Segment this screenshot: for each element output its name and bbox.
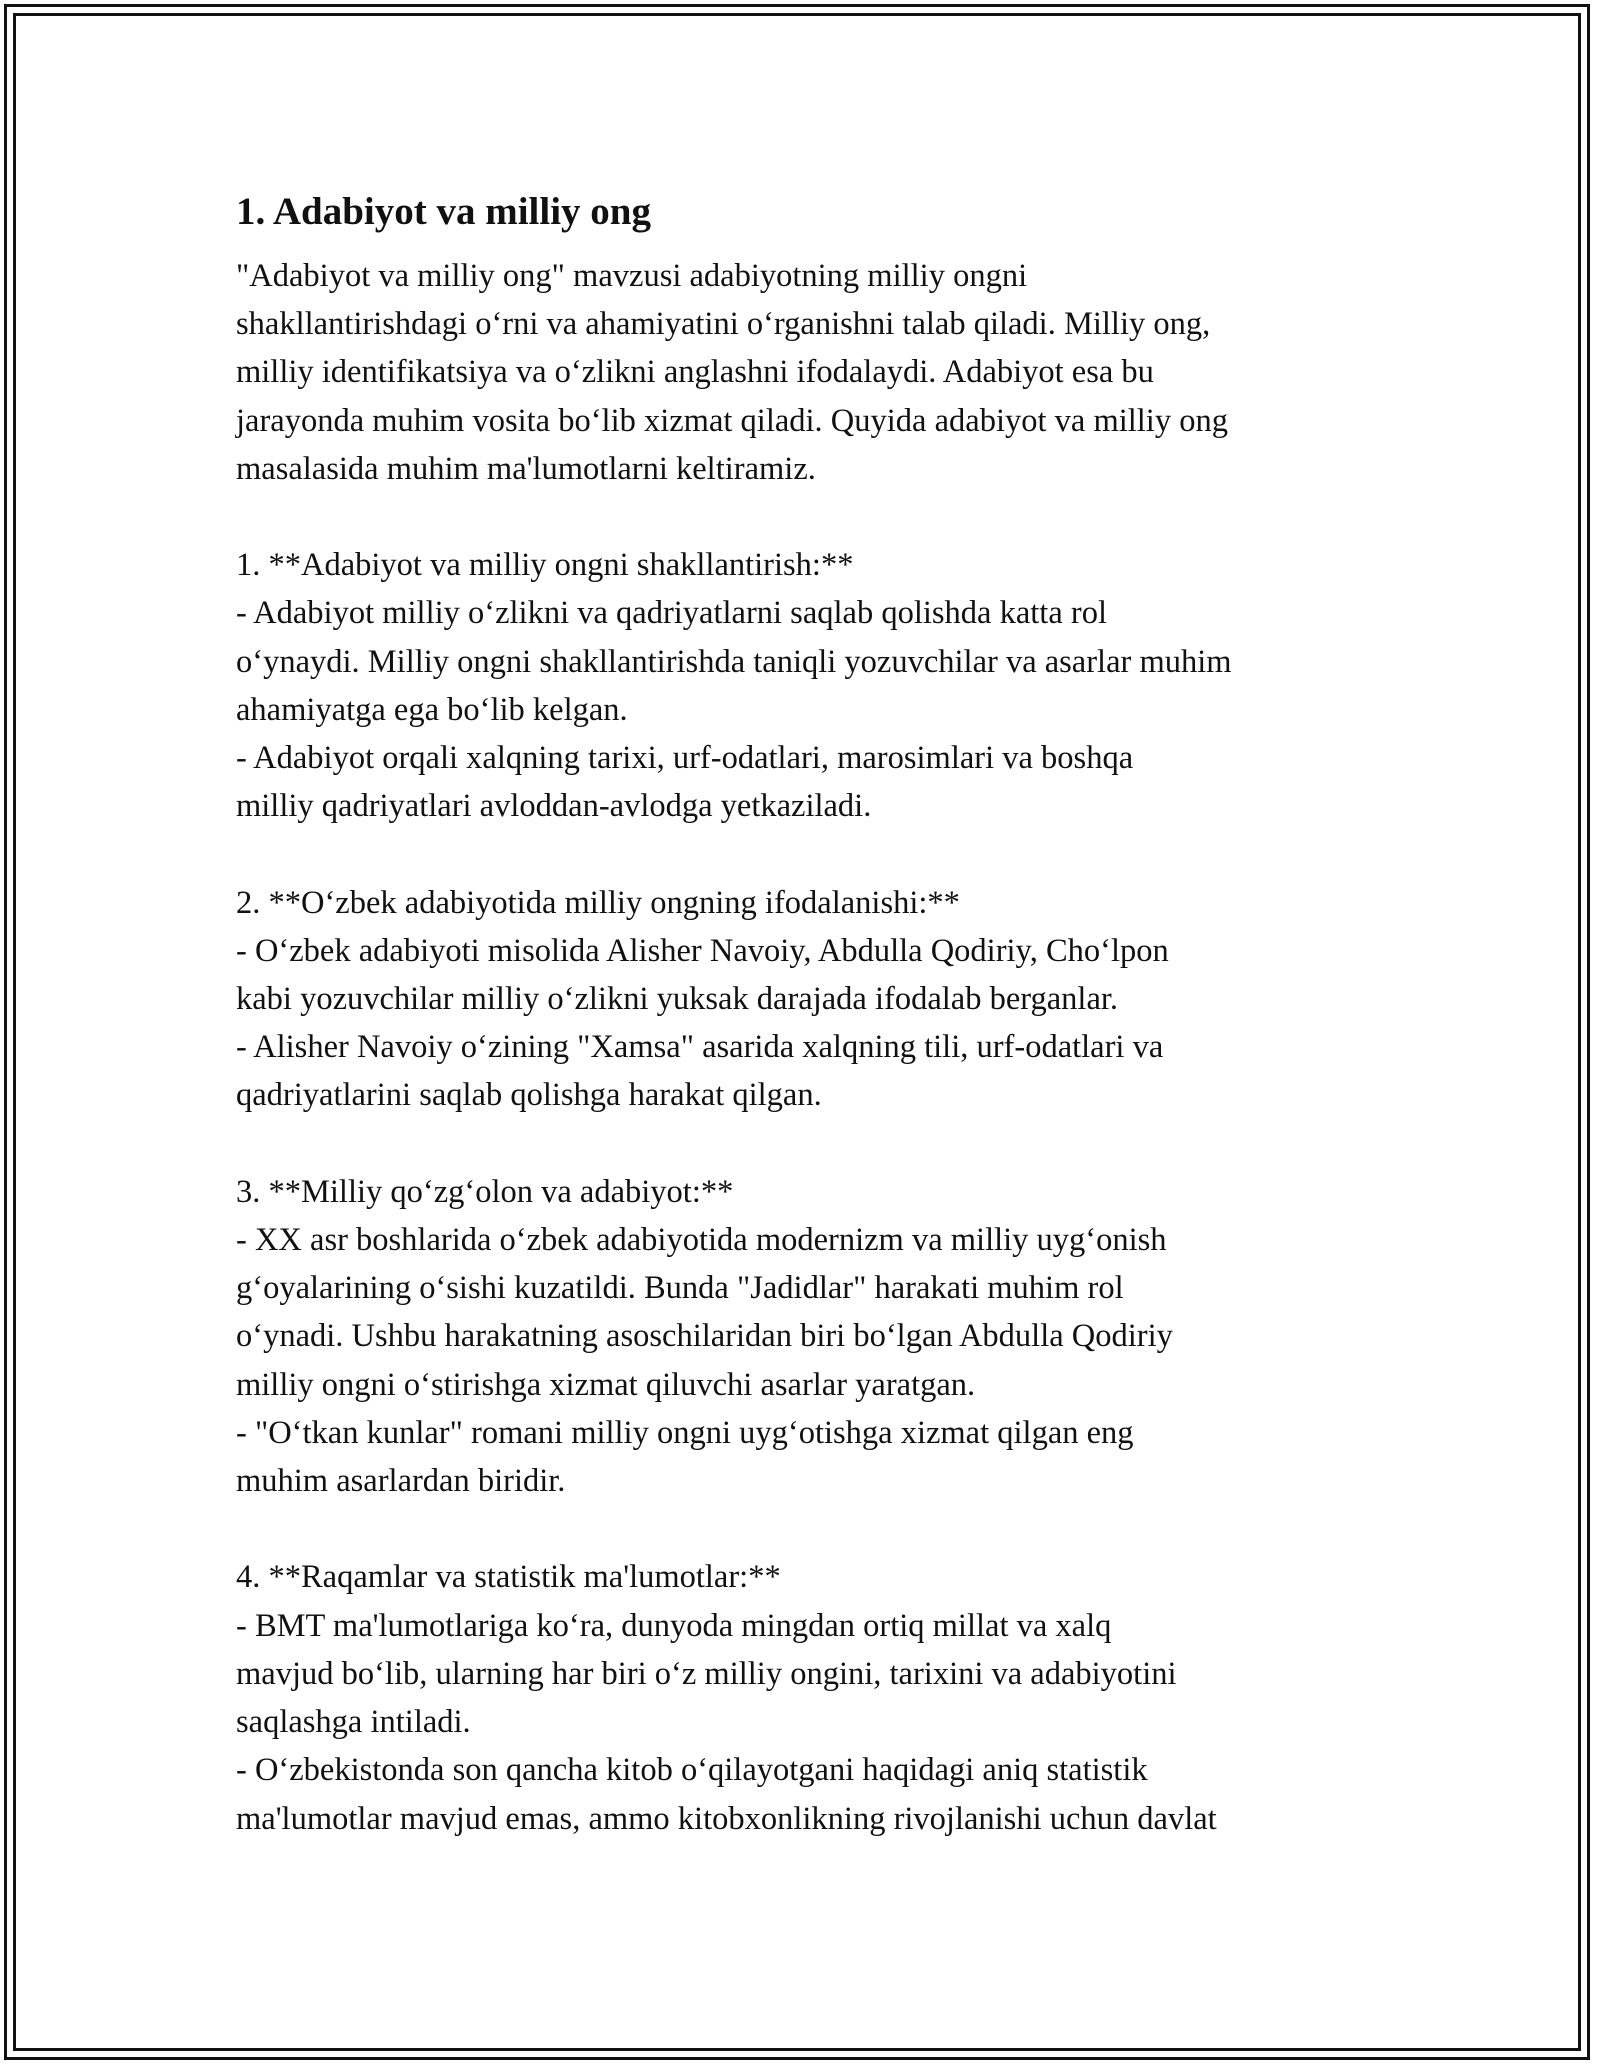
document-body: "Adabiyot va milliy ong" mavzusi adabiyotning milliy ongni shakllantirishdagi o‘rni va ahamiyatini o‘rganishni talab qiladi. Milliy ong, milliy identifikatsiya va o‘zlikni anglashni ifodalaydi. Adabiyot esa bu jarayonda muhim vosita bo‘lib xizmat qiladi. Quyida adabiyot va milliy ong masalasida muhim ma'lumotlarni keltiramiz. 1. **Adabiyot va milliy ongni shakllantirish:** - Adabiyot milliy o‘zlikni va qadriyatlarni saqlab qolishda katta rol o‘ynaydi. Milliy ongni shakllantirishda taniqli yozuvchilar va asarlar muhim ahamiyatga ega bo‘lib kelgan. - Adabiyot orqali xalqning tarixi, urf-odatlari, marosimlari va boshqa milliy qadriyatlari avloddan-avlodga yetkaziladi. 2. **O‘zbek adabiyotida milliy ongning ifodalanishi:** - O‘zbek adabiyoti misolida Alisher Navoiy, Abdulla Qodiriy, Cho‘lpon kabi yozuvchilar milliy o‘zlikni yuksak darajada ifodalab berganlar. - Alisher Navoiy o‘zining "Xamsa" asarida xalqning tili, urf-odatlari va qadriyatlarini saqlab qolishga harakat qilgan. 3. **Milliy qo‘zg‘olon va adabiyot:** - XX asr boshlarida o‘zbek adabiyotida modernizm va milliy uyg‘onish g‘oyalarining o‘sishi kuzatildi. Bunda "Jadidlar" harakati muhim rol o‘ynadi. Ushbu harakatning asoschilaridan biri bo‘lgan Abdulla Qodiriy milliy ongni o‘stirishga xizmat qiluvchi asarlar yaratgan. - "O‘tkan kunlar" romani milliy ongni uyg‘otishga xizmat qilgan eng muhim asarlardan biridir. 4. **Raqamlar va statistik ma'lumotlar:** - BMT ma'lumotlariga ko‘ra, dunyoda mingdan ortiq millat va xalq mavjud bo‘lib, ularning har biri o‘z milliy ongini, tarixini va adabiyotini saqlashga intiladi. - O‘zbekistonda son qancha kitob o‘qilayotgani haqidagi aniq statistik ma'lumotlar mavjud emas, ammo kitobxonlikning rivojlanishi uchun davlat <box>236 258 1232 1837</box>
document-content <box>236 188 1376 1843</box>
document-title: 1. Adabiyot va milliy ong <box>236 190 651 233</box>
